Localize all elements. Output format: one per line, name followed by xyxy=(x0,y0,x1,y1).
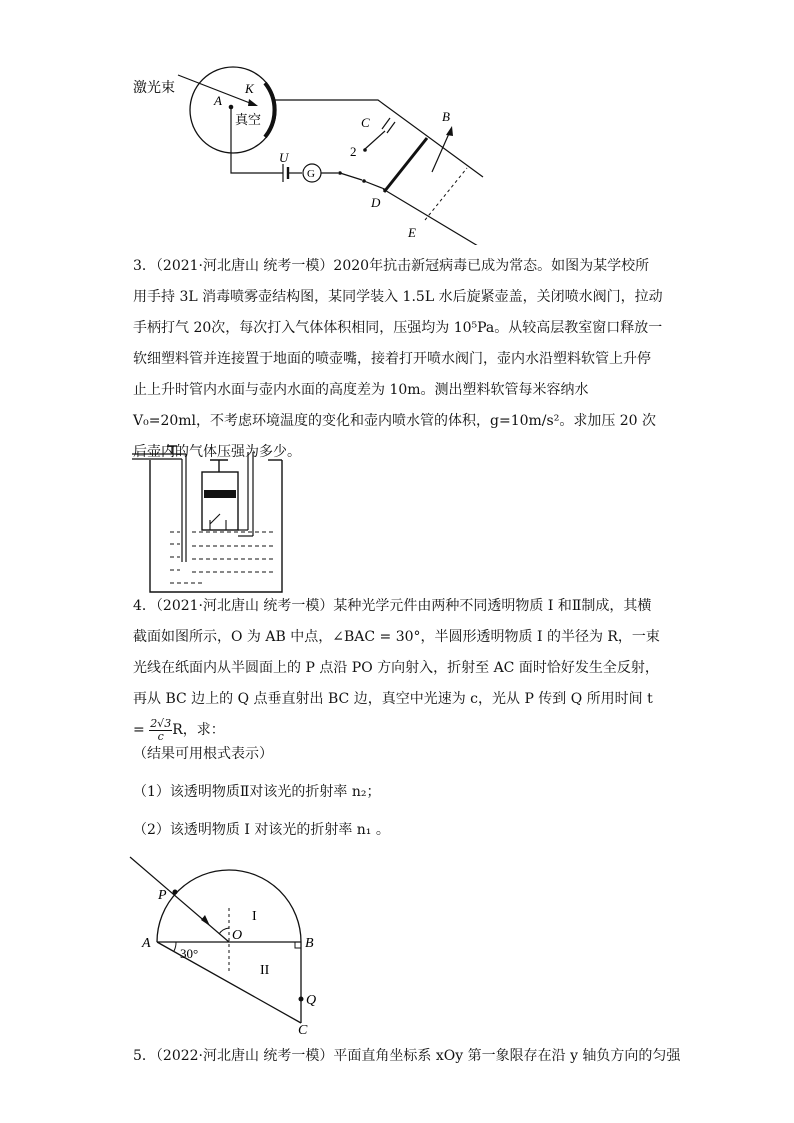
label-2: 2 xyxy=(350,144,357,159)
check-valve xyxy=(210,514,226,530)
label-c: C xyxy=(361,115,370,130)
label-u: U xyxy=(279,150,289,165)
pump-piston xyxy=(204,490,236,498)
label-a: A xyxy=(142,936,151,951)
terminal-2 xyxy=(363,148,367,152)
point-q xyxy=(299,997,304,1002)
question-4-body: 4．（2021·河北唐山 统考一模）某种光学元件由两种不同透明物质 I 和Ⅱ制成，其横截面如图所示，O 为 AB 中点，∠BAC = 30°，半圆形透明物质 I 的半径为 R，一束光线在纸面内从半圆面上的 P 点沿 PO 方向射入，折射至 AC 面时恰好发生全反射，再从 BC 边上的 Q 点垂直射出 BC 边，真空中光速为 c，光从 P 传到 Q 所用时间 t = xyxy=(133,598,660,738)
label-d: D xyxy=(371,195,381,210)
incident-ray xyxy=(130,857,229,942)
label-e: E xyxy=(408,225,416,240)
label-p: P xyxy=(158,888,167,903)
label-a: A xyxy=(214,93,222,108)
lower-diagonal xyxy=(383,189,483,245)
capacitor-lead xyxy=(365,131,385,149)
label-c: C xyxy=(298,1023,308,1035)
fraction-denominator: c xyxy=(157,729,164,743)
arrow-b xyxy=(432,129,451,172)
plate-d xyxy=(384,138,427,192)
side-ac xyxy=(157,942,301,1023)
question-4-tail: R，求： xyxy=(172,722,225,738)
question-3-text: 3．（2021·河北唐山 统考一模）2020年抗击新冠病毒已成为常态。如图为某学校所用手持 3L 消毒喷雾壶结构图，某同学装入 1.5L 水后旋紧壶盖，关闭喷水阀门，拉动手柄打气 20次，每次打入气体体积相同，压强均为 10⁵Pa。从较高层教室窗口释放一软细塑料管并连接置于地面的喷壶嘴，接着打开喷水阀门，壶内水沿塑料软管上升停止上升时管内水面与壶内水面的高度差为 10m。测出塑料软管每米容纳水 V₀=20ml，不考虑环境温度的变化和壶内喷水管的体积，g=10m/s²。求加压 20 次后壶内的气体压强为多少。 xyxy=(133,258,663,460)
label-k: K xyxy=(245,81,254,96)
laser-arrowhead xyxy=(248,99,258,106)
label-laser: 激光束 xyxy=(133,81,175,96)
question-4-note: （结果可用根式表示） xyxy=(133,746,273,762)
dashed-e xyxy=(425,168,467,220)
angle-arc-o xyxy=(219,928,229,934)
capacitor-plate-2 xyxy=(387,122,395,133)
question-4-sub1: （1）该透明物质Ⅱ对该光的折射率 n₂； xyxy=(133,784,381,800)
angle-arc-a xyxy=(174,942,176,951)
semicircle-i xyxy=(157,870,301,942)
capacitor-plate-1 xyxy=(382,118,390,129)
arrow-b-head xyxy=(446,126,453,136)
right-angle-b xyxy=(295,942,301,948)
label-vacuum: 真空 xyxy=(235,112,262,127)
cathode-k xyxy=(265,83,275,137)
label-g: G xyxy=(307,168,315,180)
ray-arrowhead xyxy=(201,915,210,926)
label-ii: II xyxy=(260,963,270,978)
photoelectric-circuit-figure xyxy=(125,55,495,245)
label-i: I xyxy=(252,909,257,924)
sprayer-figure xyxy=(130,442,290,595)
question-4-text xyxy=(133,591,663,746)
time-fraction xyxy=(149,718,172,743)
label-o: O xyxy=(232,928,243,943)
vacuum-tube xyxy=(190,67,276,153)
label-angle: 30° xyxy=(180,946,199,961)
question-4-sub2: （2）该透明物质 I 对该光的折射率 n₁ 。 xyxy=(133,822,390,838)
pump-cylinder xyxy=(202,472,238,530)
point-p xyxy=(173,890,178,895)
switch-blade xyxy=(340,173,362,180)
label-b: B xyxy=(442,109,450,124)
label-b: B xyxy=(305,936,314,951)
fraction-numerator: 2√3 xyxy=(150,716,172,730)
prism-figure xyxy=(128,850,328,1035)
question-5-text: 5．（2022·河北唐山 统考一模）平面直角坐标系 xOy 第一象限存在沿 y 轴负方向的匀强 xyxy=(133,1048,681,1064)
label-q: Q xyxy=(306,993,317,1008)
